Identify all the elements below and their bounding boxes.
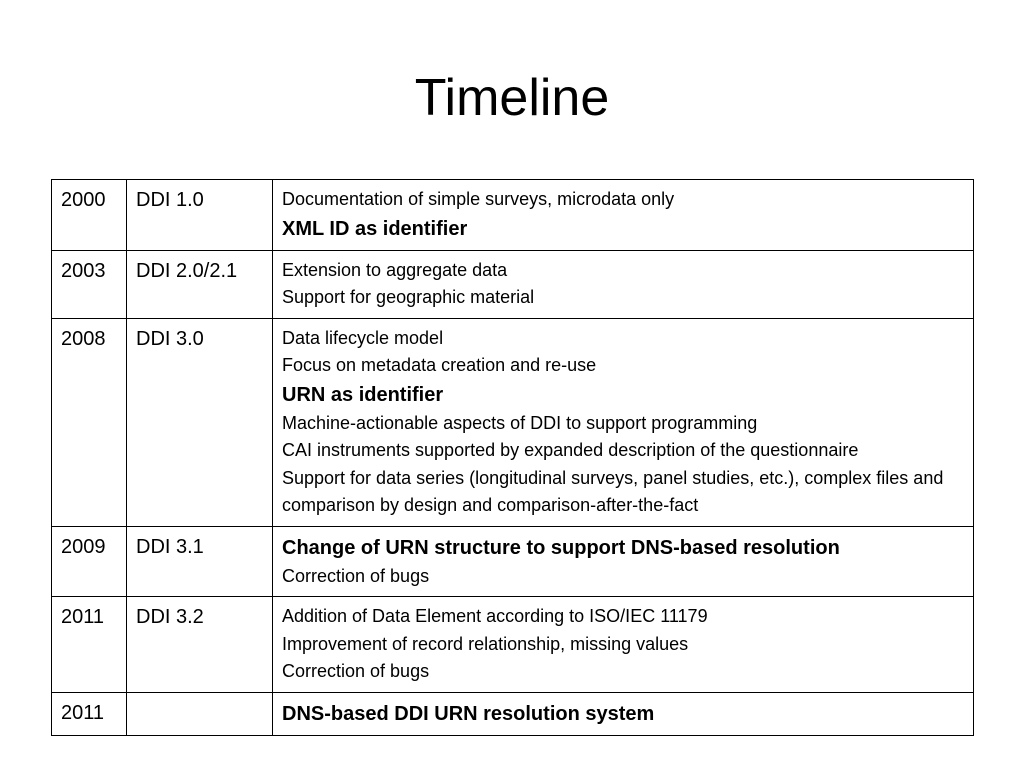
year-cell: 2011	[52, 692, 127, 735]
description-line: Support for geographic material	[282, 287, 535, 307]
timeline-row	[52, 692, 974, 735]
version-cell: DDI 3.1	[127, 526, 273, 597]
description-line: Correction of bugs	[282, 661, 430, 681]
year-cell: 2011	[52, 597, 127, 693]
description-line: Focus on metadata creation and re-use	[282, 355, 597, 375]
description-cell	[273, 597, 974, 693]
description-cell	[273, 526, 974, 597]
description-cell	[273, 250, 974, 318]
timeline-table	[51, 179, 974, 736]
description-highlight-line: DNS-based DDI URN resolution system	[282, 702, 655, 725]
year-cell: 2008	[52, 318, 127, 526]
version-cell: DDI 1.0	[127, 180, 273, 251]
slide-title: Timeline	[414, 69, 610, 127]
description-line: Data lifecycle model	[282, 327, 444, 348]
description-cell	[273, 180, 974, 251]
year-cell: 2009	[52, 526, 127, 597]
description-line: Addition of Data Element according to ISO/IEC 11179	[282, 606, 708, 626]
year-cell: 2003	[52, 250, 127, 318]
description-line: Correction of bugs	[282, 565, 430, 586]
timeline-row	[52, 180, 974, 251]
timeline-row	[52, 597, 974, 693]
description-line: CAI instruments supported by expanded description of the questionnaire	[282, 440, 859, 460]
description-line: Machine-actionable aspects of DDI to support programming	[282, 412, 758, 433]
version-cell: DDI 3.2	[127, 597, 273, 693]
version-cell: DDI 2.0/2.1	[127, 250, 273, 318]
description-line: Improvement of record relationship, missing values	[282, 633, 689, 654]
description-highlight-line: URN as identifier	[282, 383, 444, 406]
description-cell	[273, 692, 974, 735]
description-line: Extension to aggregate data	[282, 259, 508, 280]
timeline-row	[52, 318, 974, 526]
timeline-table-body	[52, 180, 974, 736]
timeline-row	[52, 526, 974, 597]
timeline-row	[52, 250, 974, 318]
version-cell	[127, 692, 273, 735]
description-cell	[273, 318, 974, 526]
year-cell: 2000	[52, 180, 127, 251]
description-highlight-line: XML ID as identifier	[282, 217, 468, 240]
description-line: Support for data series (longitudinal surveys, panel studies, etc.), complex files and comparison by design and comparison-after-the-fact	[282, 467, 944, 515]
description-highlight-line: Change of URN structure to support DNS-based resolution	[282, 536, 840, 559]
description-line: Documentation of simple surveys, microdata only	[282, 189, 675, 209]
version-cell: DDI 3.0	[127, 318, 273, 526]
